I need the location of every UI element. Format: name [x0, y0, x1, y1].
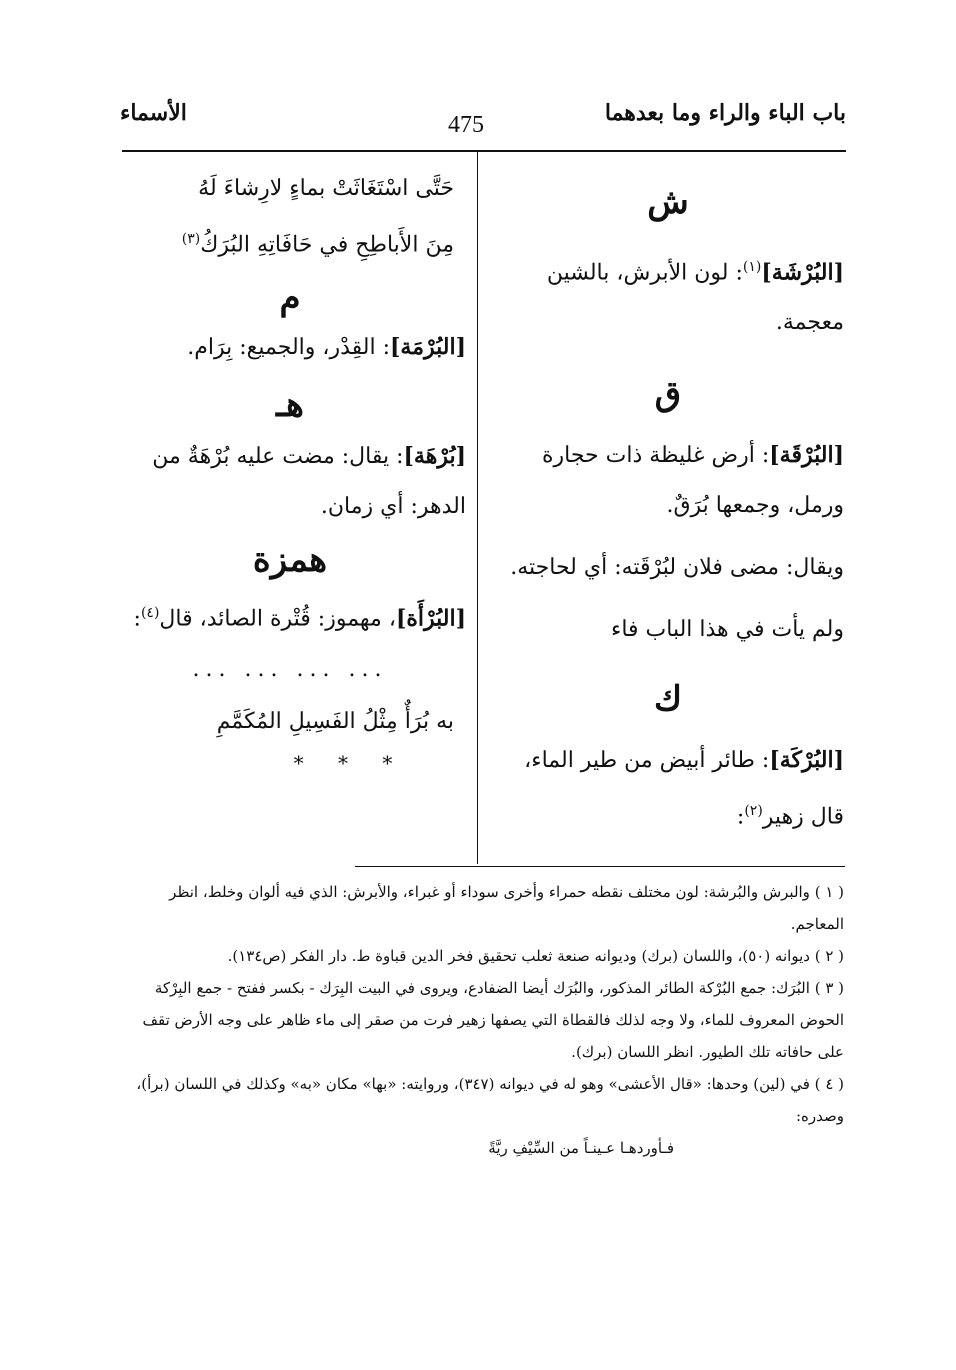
right-column [492, 160, 844, 843]
footnotes [112, 876, 844, 1164]
entry-burka-colon: : [736, 804, 745, 830]
verse-line-1: حَتَّى اسْتَغَاثَتْ بماءٍ لارِشاءَ لَهُ [198, 176, 454, 201]
column-divider [477, 152, 478, 864]
footnote-3: ( ٣ ) البُرَك: جمع البُرْكة الطائر المذكور، والبُرَك أيضا الضفادع، ويروى في البيت البِرَك - بكسر ففتح - جمع البِرْكة الحوض المعروف للماء، ولا وجه لذلك فالقطاة التي يصفها زهير فرت من صقر إلى ماء ظاهر على وجه الأرض تقف على حافاته تلك الطيور. انظر اللسان (برك). [142, 979, 844, 1061]
entry-barsha-footnote-ref: (١) [742, 259, 762, 275]
entry-barqa-saying: ويقال: مضى فلان لبُرْقَته: أي لحاجته. [510, 555, 844, 581]
entry-barsha-text: : لون الأبرش، بالشين معجمة. [546, 260, 844, 336]
entry-bur-a [114, 588, 466, 644]
footnote-rule [355, 866, 845, 867]
entry-bur-a-colon: : [133, 606, 141, 632]
page-number: 475 [448, 112, 484, 138]
entry-barsha-headword: [البُرْشَة] [761, 259, 844, 286]
header-chapter-title: باب الباء والراء وما بعدهما [604, 100, 846, 126]
entry-bur-a-headword: [البُرْأَة] [395, 605, 466, 632]
entry-burka-text: : طائر أبيض من طير الماء، قال زهير [524, 748, 844, 830]
entry-burma-text: : القِدْر، والجميع: بِرَام. [187, 335, 390, 361]
section-letter-h: هـ [276, 385, 304, 426]
left-column [114, 160, 466, 775]
header-rule [122, 150, 846, 152]
verse-ellipsis: ... ... ... ... [192, 656, 388, 682]
verse-line-2-footnote-ref: (٣) [181, 231, 201, 247]
note-no-fa: ولم يأت في هذا الباب فاء [610, 617, 844, 643]
section-letter-m: م [279, 278, 301, 319]
entry-burha [114, 431, 466, 532]
entry-barqa-text: : أرض غليظة ذات حجارة ورمل، وجمعها بُرَقٌ. [542, 443, 844, 519]
verse-line-2 [114, 214, 466, 270]
entry-burka-headword: [البُرْكَة] [769, 747, 844, 774]
entry-burka [492, 735, 844, 842]
entry-barsha [492, 242, 844, 348]
entry-burha-headword: [بُرْهَة] [403, 443, 466, 470]
footnote-4-verse: فـأوردهـا عـينـاً من السِّيْفِ ريَّةً [488, 1139, 674, 1157]
verse-line-2-text: مِنَ الأَباطِحِ في حَافَاتِهِ البُرَكُ [200, 232, 454, 258]
footnote-2: ( ٢ ) ديوانه (٥٠)، واللسان (برك) وديوانه صنعة ثعلب تحقيق فخر الدين قباوة ط. دار الفكر (ص١٣٤). [227, 947, 844, 965]
section-letter-sh: ش [647, 182, 689, 222]
footnote-1: ( ١ ) والبرش والبُرشة: لون مختلف نقطه حمراء وأخرى سوداء أو غبراء، والأبرش: الذي فيه ألوان وخلط، انظر المعاجم. [169, 883, 844, 933]
header-section-title: الأسماء [120, 100, 187, 126]
section-letter-q: ق [654, 374, 682, 415]
entry-burha-text: : يقال: مضت عليه بُرْهَةٌ من الدهر: أي زمان. [152, 444, 466, 520]
entry-bur-a-text: ، مهموز: قُتْرة الصائد، قال [159, 606, 396, 632]
entry-bur-a-footnote-ref: (٤) [140, 605, 160, 622]
entry-burka-footnote-ref: (٢) [744, 803, 763, 820]
entry-burma [114, 322, 466, 373]
footnote-4: ( ٤ ) في (لين) وحدها: «قال الأعشى» وهو له في ديوانه (٣٤٧)، وروايته: «بها» مكان «به» وكذلك في اللسان (برأ)، وصدره: [136, 1075, 844, 1125]
entry-burma-headword: [البُرْمَة] [390, 334, 466, 361]
entry-barqa [492, 430, 844, 531]
verse-line-3: به بُرَأٌ مِثْلُ الفَسِيلِ المُكَمَّمِ [216, 708, 454, 734]
section-end-stars: * * * [293, 750, 407, 775]
entry-barqa-headword: [البُرْقَة] [769, 442, 844, 469]
section-letter-hamza: همزة [252, 540, 328, 581]
section-letter-k: ك [653, 679, 683, 720]
